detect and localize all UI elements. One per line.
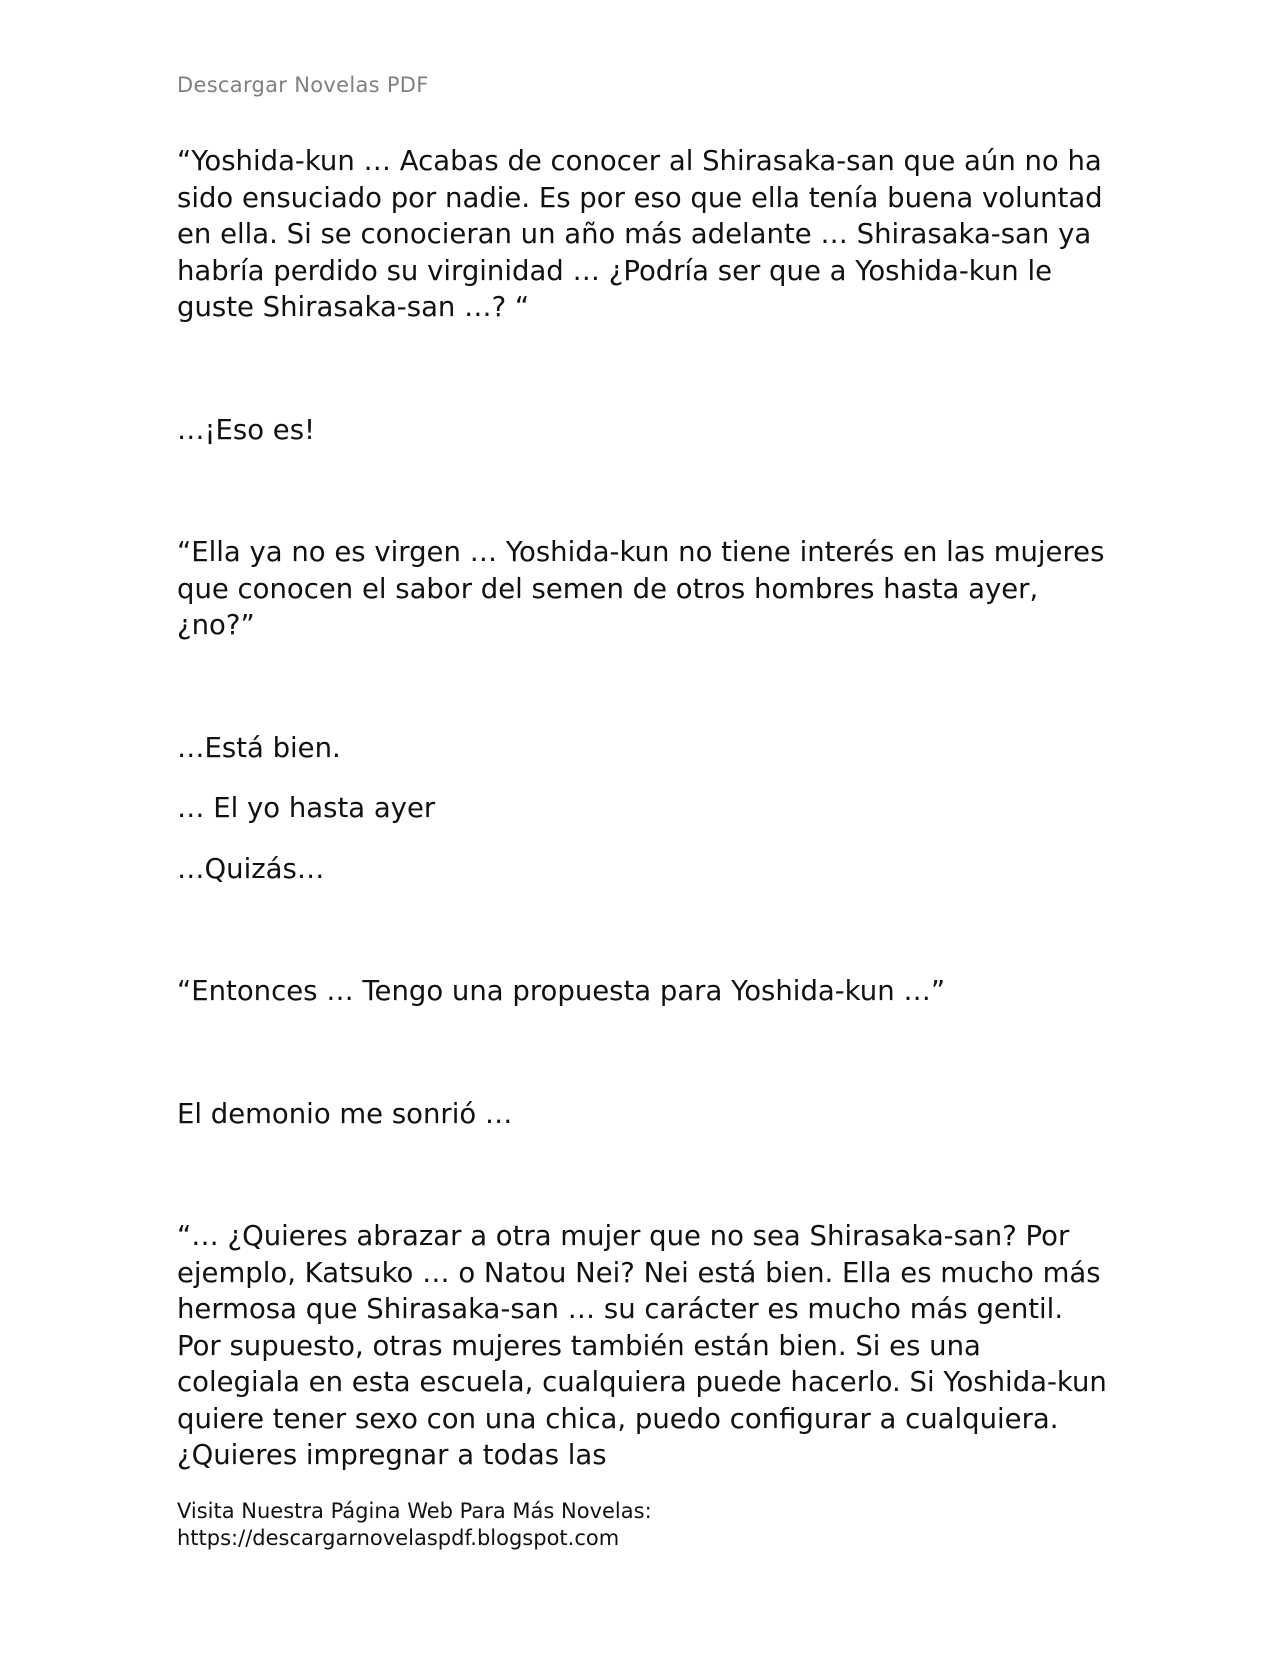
- paragraph-7: “Entonces … Tengo una propuesta para Yoshida-kun …”: [177, 975, 946, 1007]
- site-header: Descargar Novelas PDF: [177, 73, 429, 97]
- paragraph-9: “… ¿Quieres abrazar a otra mujer que no sea Shirasaka-san? Por ejemplo, Katsuko … o Natou Nei? Nei está bien. Ella es mucho más hermosa que Shirasaka-san … su carácter es mucho más gentil. Por supuesto, otras mujeres también están bien. Si es una colegiala en esta escuela, cualquiera puede hacerlo. Si Yoshida-kun quiere tener sexo con una chica, puedo configurar a cualquiera. ¿Quieres impregnar a todas las: [177, 1220, 1107, 1471]
- paragraph-8: El demonio me sonrió …: [177, 1097, 513, 1130]
- document-body: [177, 143, 1112, 1474]
- paragraph-5: … El yo hasta ayer: [177, 792, 436, 824]
- paragraph-3: “Ella ya no es virgen … Yoshida-kun no tiene interés en las mujeres que conocen el sabor del semen de otros hombres hasta ayer, ¿no?”: [177, 536, 1105, 641]
- page-footer: [177, 1498, 652, 1552]
- paragraph-2: …¡Eso es!: [177, 413, 316, 446]
- paragraph-6: …Quizás…: [177, 852, 325, 885]
- paragraph-4: …Está bien.: [177, 731, 341, 764]
- footer-url: https://descargarnovelaspdf.blogspot.com: [177, 1526, 620, 1550]
- paragraph-1: “Yoshida-kun … Acabas de conocer al Shirasaka-san que aún no ha sido ensuciado por nadie. Es por eso que ella tenía buena voluntad en ella. Si se conocieran un año más adelante … Shirasaka-san ya habría perdido su virginidad … ¿Podría ser que a Yoshida-kun le guste Shirasaka-san …? “: [177, 145, 1103, 323]
- footer-line-1: Visita Nuestra Página Web Para Más Novelas:: [177, 1499, 652, 1523]
